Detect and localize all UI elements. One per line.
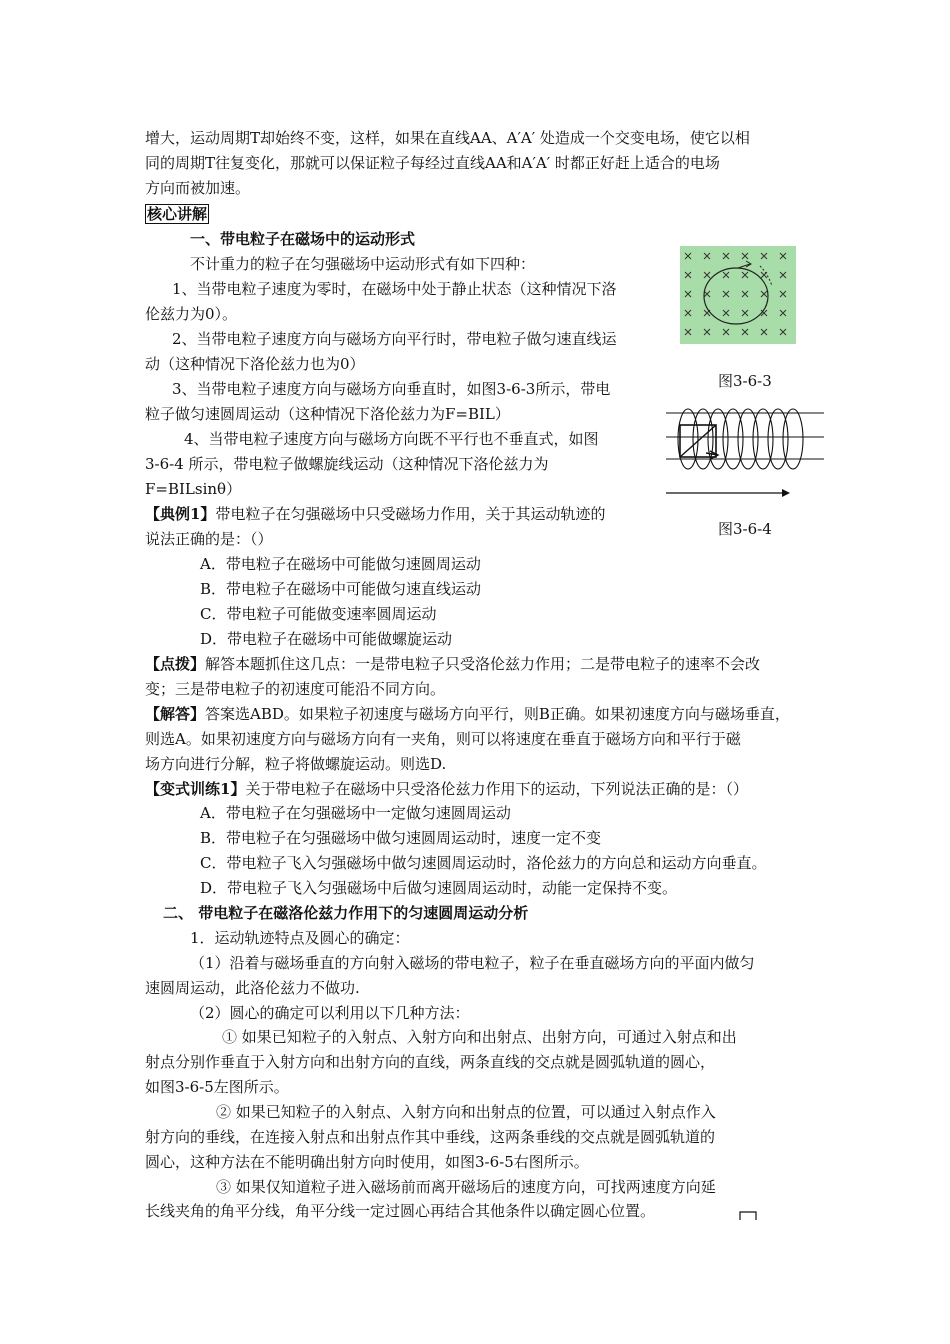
s1-line-7: 4、当带电粒子速度方向与磁场方向既不平行也不垂直式，如图	[184, 430, 599, 448]
figure-3-6-3-circular-orbit	[680, 246, 796, 344]
s1-line-2: 伦兹力为0）。	[145, 305, 238, 323]
variant-option-c: C．带电粒子飞入匀强磁场中做匀速圆周运动时，洛伦兹力的方向总和运动方向垂直。	[200, 854, 767, 872]
helix-coil	[723, 409, 743, 469]
helix-coil	[753, 409, 773, 469]
example1-line-2: 说法正确的是：（）	[145, 530, 273, 548]
s2-line-2: 速圆周运动，此洛伦兹力不做功.	[145, 979, 360, 997]
s1-line-4: 动（这种情况下洛伦兹力也为0）	[145, 355, 365, 373]
hint-line-1: 【点拨】解答本题抓住这几点：一是带电粒子只受洛伦兹力作用；二是带电粒子的速率不会改	[145, 655, 761, 673]
variant-option-b: B．带电粒子在匀强磁场中做匀速圆周运动时，速度一定不变	[200, 829, 602, 847]
figure-anchor-mark	[738, 1208, 758, 1222]
s1-line-5: 3、当带电粒子速度方向与磁场方向垂直时，如图3-6-3所示，带电	[172, 380, 611, 398]
answer-line-2: 则选A。如果初速度方向与磁场方向有一夹角，则可以将速度在垂直于磁场方向和平行于磁	[145, 730, 741, 748]
section-label: 核心讲解	[147, 205, 208, 223]
s2-line-8: 射方向的垂线，在连接入射点和出射点作其中垂线，这两条垂线的交点就是圆弧轨道的	[145, 1128, 716, 1146]
example1-option-b: B．带电粒子在磁场中可能做匀速直线运动	[200, 580, 482, 598]
example1-option-a: A．带电粒子在磁场中可能做匀速圆周运动	[200, 555, 481, 573]
s2-line-0: 1．运动轨迹特点及圆心的确定：	[190, 929, 410, 947]
s1-line-9: F=BILsinθ）	[145, 480, 242, 498]
figure-3-6-4-helix	[666, 403, 826, 497]
variant-option-a: A．带电粒子在匀强磁场中一定做匀速圆周运动	[200, 804, 511, 822]
figure-3-6-3-caption: 图3-6-3	[718, 372, 772, 390]
example1-line-1: 【典例1】带电粒子在匀强磁场中只受磁场力作用，关于其运动轨迹的	[145, 505, 606, 523]
heading-uniform-circular: 二、 带电粒子在磁洛伦兹力作用下的匀速圆周运动分析	[163, 904, 529, 922]
s2-line-7: ② 如果已知粒子的入射点、入射方向和出射点的位置，可以通过入射点作入	[216, 1103, 716, 1121]
s2-line-6: 如图3-6-5左图所示。	[145, 1078, 289, 1096]
s2-line-3: （2）圆心的确定可以利用以下几种方法：	[190, 1004, 470, 1022]
variant-option-d: D．带电粒子飞入匀强磁场中后做匀速圆周运动时，动能一定保持不变。	[200, 879, 678, 897]
helix-coils	[678, 409, 803, 469]
intro-line-3: 方向而被加速。	[145, 179, 251, 197]
example1-option-d: D．带电粒子在磁场中可能做螺旋运动	[200, 630, 453, 648]
s2-line-11: 长线夹角的角平分线，角平分线一定过圆心再结合其他条件以确定圆心位置。	[145, 1202, 656, 1220]
helix-coil	[678, 409, 698, 469]
s1-line-0: 不计重力的粒子在匀强磁场中运动形式有如下四种：	[190, 255, 536, 273]
s1-line-3: 2、当带电粒子速度方向与磁场方向平行时，带电粒子做匀速直线运	[172, 330, 617, 348]
s2-line-4: ① 如果已知粒子的入射点、入射方向和出射点、出射方向，可通过入射点和出	[222, 1028, 737, 1046]
example1-option-c: C．带电粒子可能做变速率圆周运动	[200, 605, 437, 623]
s2-line-5: 射点分别作垂直于入射方向和出射方向的直线，两条直线的交点就是圆弧轨道的圆心，	[145, 1053, 716, 1071]
helix-coil	[693, 409, 713, 469]
helix-coil	[783, 409, 803, 469]
answer-line-3: 场方向进行分解，粒子将做螺旋运动。则选D.	[145, 755, 447, 773]
figure-3-6-4-caption: 图3-6-4	[718, 520, 772, 538]
hint-line-2: 变；三是带电粒子的初速度可能沿不同方向。	[145, 680, 446, 698]
s1-line-6: 粒子做匀速圆周运动（这种情况下洛伦兹力为F=BIL）	[145, 405, 510, 423]
helix-coil	[708, 409, 728, 469]
heading-motion-forms: 一、带电粒子在磁场中的运动形式	[190, 230, 416, 248]
intro-line-1: 增大，运动周期T却始终不变，这样，如果在直线AA、A′A′ 处造成一个交变电场，使它以相	[145, 129, 750, 147]
answer-line-1: 【解答】答案选ABD。如果粒子初速度与磁场方向平行，则B正确。如果初速度方向与磁场垂直，	[145, 705, 790, 723]
intro-line-2: 同的周期T往复变化，那就可以保证粒子每经过直线AA和A′A′ 时都正好赶上适合的电场	[145, 154, 720, 172]
s1-line-1: 1、当带电粒子速度为零时，在磁场中处于静止状态（这种情况下洛	[172, 280, 617, 298]
helix-coil	[768, 409, 788, 469]
s2-line-10: ③ 如果仅知道粒子进入磁场前而离开磁场后的速度方向，可找两速度方向延	[216, 1178, 716, 1196]
s1-line-8: 3-6-4 所示，带电粒子做螺旋线运动（这种情况下洛伦兹力为	[145, 455, 549, 473]
helix-coil	[738, 409, 758, 469]
variant-question: 【变式训练1】关于带电粒子在磁场中只受洛伦兹力作用下的运动，下列说法正确的是：（）	[145, 780, 748, 798]
s2-line-1: （1）沿着与磁场垂直的方向射入磁场的带电粒子，粒子在垂直磁场方向的平面内做匀	[190, 954, 755, 972]
s2-line-9: 圆心，这种方法在不能明确出射方向时使用，如图3-6-5右图所示。	[145, 1153, 589, 1171]
